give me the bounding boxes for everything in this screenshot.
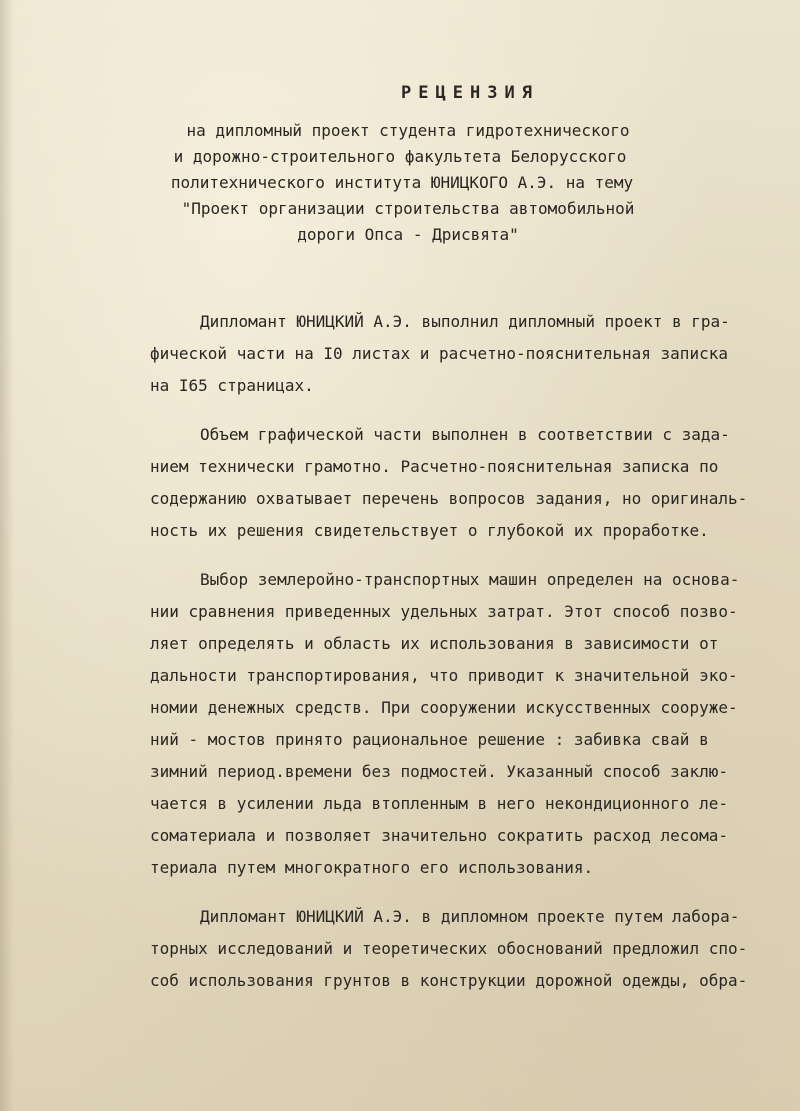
body-line: Выбор землеройно-транспортных машин определен на основа-: [200, 570, 740, 589]
body-line: ность их решения свидетельствует о глубокой их проработке.: [150, 521, 709, 540]
subtitle-line: и дорожно-строительного факультета Белорусского: [173, 147, 627, 166]
body-line: дальности транспортирования, что приводит к значительной эко-: [150, 666, 738, 685]
body-line: Дипломант ЮНИЦКИЙ А.Э. в дипломном проекте путем лабора-: [200, 907, 740, 926]
body-line: ний - мостов принято рациональное решение : забивка свай в: [150, 730, 709, 749]
body-line: ляет определять и область их использования в зависимости от: [150, 634, 719, 653]
document-title-text: РЕЦЕНЗИЯ: [401, 83, 539, 103]
body-line: чается в усилении льда втопленным в него некондиционного ле-: [150, 794, 728, 813]
subtitle-line: политехнического института ЮНИЦКОГО А.Э. на тему: [170, 173, 634, 192]
document-title: [0, 83, 800, 103]
body-line: соб использования грунтов в конструкции дорожной одежды, обра-: [150, 971, 748, 990]
subtitle-line: "Проект организации строительства автомобильной: [181, 199, 635, 218]
body-line: Объем графической части выполнен в соответствии с зада-: [200, 425, 730, 444]
body-line: нии сравнения приведенных удельных затрат. Этот способ позво-: [150, 602, 738, 621]
subtitle-line: на дипломный проект студента гидротехнического: [186, 121, 630, 140]
body-line: фической части на I0 листах и расчетно-пояснительная записка: [150, 344, 728, 363]
document-body: [150, 306, 780, 997]
body-line: соматериала и позволяет значительно сократить расход лесома-: [150, 826, 728, 845]
body-line: Дипломант ЮНИЦКИЙ А.Э. выполнил дипломный проект в гра-: [200, 312, 730, 331]
body-line: номии денежных средств. При сооружении искусственных сооруже-: [150, 698, 738, 717]
document-subtitle: [0, 118, 800, 248]
body-line: на I65 страницах.: [150, 376, 314, 395]
subtitle-line: дороги Опса - Дрисвята": [297, 225, 519, 244]
body-line: торных исследований и теоретических обоснований предложил спо-: [150, 939, 748, 958]
body-line: нием технически грамотно. Расчетно-пояснительная записка по: [150, 457, 719, 476]
body-line: содержанию охватывает перечень вопросов задания, но оригиналь-: [150, 489, 748, 508]
body-line: зимний период.времени без подмостей. Указанный способ заклю-: [150, 762, 728, 781]
body-line: териала путем многократного его использования.: [150, 858, 594, 877]
